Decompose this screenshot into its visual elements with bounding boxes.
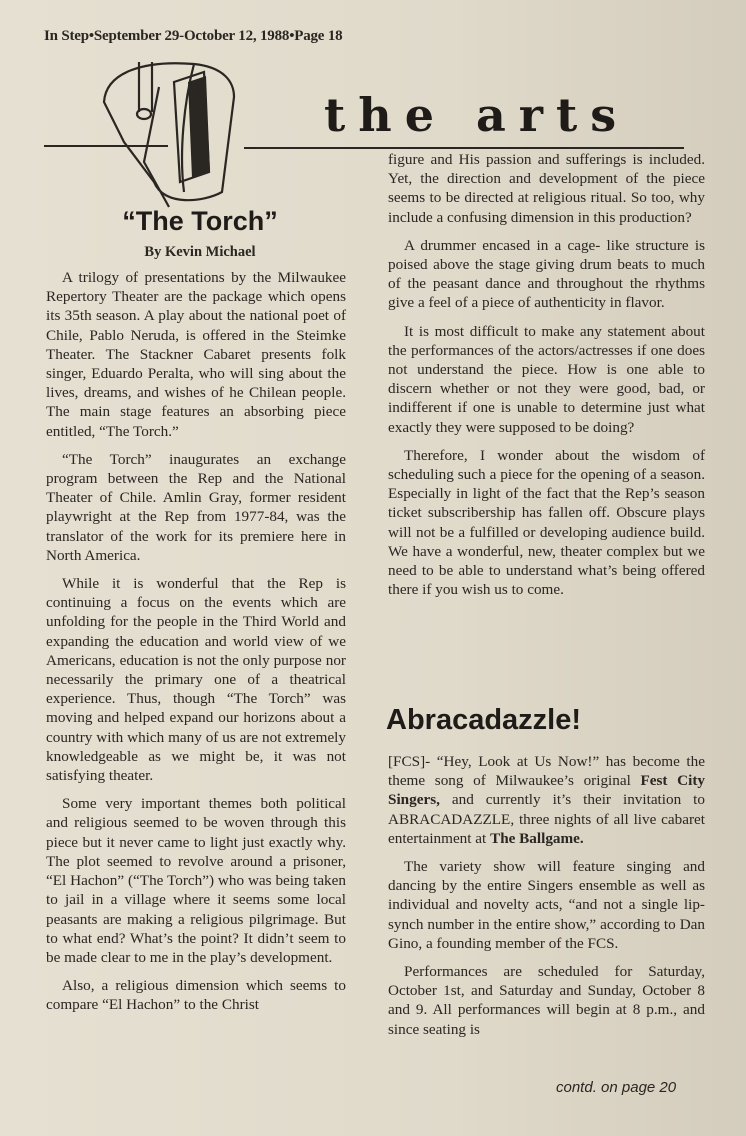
section-title: the arts — [324, 88, 630, 142]
article-paragraph: “The Torch” inaugurates an exchange program between the Rep and the National Theater of Chile. Amlin Gray, former resident playwright at the Rep from 1977-84, was the translator of the work for its premiere here in North America. — [46, 450, 346, 564]
article-paragraph: Performances are scheduled for Saturday, October 1st, and Saturday and Sunday, October 8 and 9. All performances will begin at 8 p.m., and since seating is — [388, 963, 705, 1038]
torch-illustration — [84, 42, 254, 212]
article-paragraph: A trilogy of presentations by the Milwaukee Repertory Theater are the package which opens its 35th season. A play about the national poet of Chile, Pablo Neruda, is offered in the Steimke Theater. The Stackner Cabaret presents folk singer, Eduardo Peralta, who will sing about the lives, dreams, and wishes of he Chilean people. The main stage features an absorbing piece entitled, “The Torch.” — [46, 269, 346, 440]
article-title-torch: “The Torch” — [122, 206, 278, 236]
header-rule-left — [44, 145, 168, 147]
article-paragraph: Therefore, I wonder about the wisdom of scheduling such a piece for the opening of a season. Especially in light of the fact that the Rep’s season ticket subscribership has fallen off. Obscure plays will not be a fulfilled or developing audience build. We have a wonderful, new, theater complex but we need to be able to understand what’s being offered there if you wish us to come. — [388, 446, 705, 599]
article-paragraph: The variety show will feature singing and dancing by the entire Singers ensemble as well as individual and novelty acts, “and not a single lip-synch number in the entire show,” according to Dan Gino, a founding member of the FCS. — [388, 858, 705, 952]
article-column-left — [46, 268, 346, 1024]
page-header: In Step•September 29-October 12, 1988•Page 18 — [44, 28, 343, 44]
venue-name: The Ballgame. — [490, 829, 584, 847]
article-paragraph: Also, a religious dimension which seems to compare “El Hachon” to the Christ — [46, 977, 346, 1014]
group-name: Fest City Singers, — [388, 772, 705, 809]
article-paragraph: It is most difficult to make any statement about the performances of the actors/actresses if one does not understand the piece. How is one able to discern whether or not they were good, bad, or indifferent if one is unable to determine just what exactly they were supposed to be doing? — [388, 322, 705, 436]
paragraph-lead: [FCS]- “Hey, Look at Us Now!” has become the theme song of Milwaukee’s original — [388, 753, 705, 790]
article-paragraph: Some very important themes both political and religious seemed to be woven through this piece but it never came to light just exactly why. The plot seemed to revolve around a prisoner, “El Hachon” (“The Torch”) who was being taken to jail in a village where it seems some local peasants are making a religious pilgrimage. But to what end? What’s the point? It didn’t seem to be made clear to me in the play’s development. — [46, 795, 346, 966]
article-paragraph: While it is wonderful that the Rep is continuing a focus on the events which are unfolding for the people in the Third World and expanding the education and world view of we Americans, education is not the only purpose nor necessarily the primary one of a theatrical experience. Thus, though “The Torch” was moving and helped expand our horizons about a country with which many of us are not extremely knowledgeable as we might be, it was not satisfying theater. — [46, 575, 346, 785]
article-title-abracadazzle: Abracadazzle! — [386, 704, 582, 736]
article-paragraph: A drummer encased in a cage- like structure is poised above the stage giving drum beats to much of the peasant dance and throughout the rhythms give a feel of a piece of authenticity in flavor. — [388, 236, 705, 312]
article-paragraph — [388, 752, 705, 848]
article-column-right — [388, 150, 705, 608]
header-rule-right — [244, 147, 684, 149]
article-paragraph: figure and His passion and sufferings is included. Yet, the direction and development of the piece seems to be directed at religious ritual. So too, why include a confusing dimension in this production? — [388, 151, 705, 226]
article-byline: By Kevin Michael — [144, 244, 256, 260]
paragraph-mid: and currently it’s their invitation to ABRACADAZZLE, three nights of all live cabaret entertainment at — [388, 791, 705, 847]
abracadazzle-column — [388, 752, 705, 1048]
continued-note: contd. on page 20 — [556, 1079, 677, 1096]
